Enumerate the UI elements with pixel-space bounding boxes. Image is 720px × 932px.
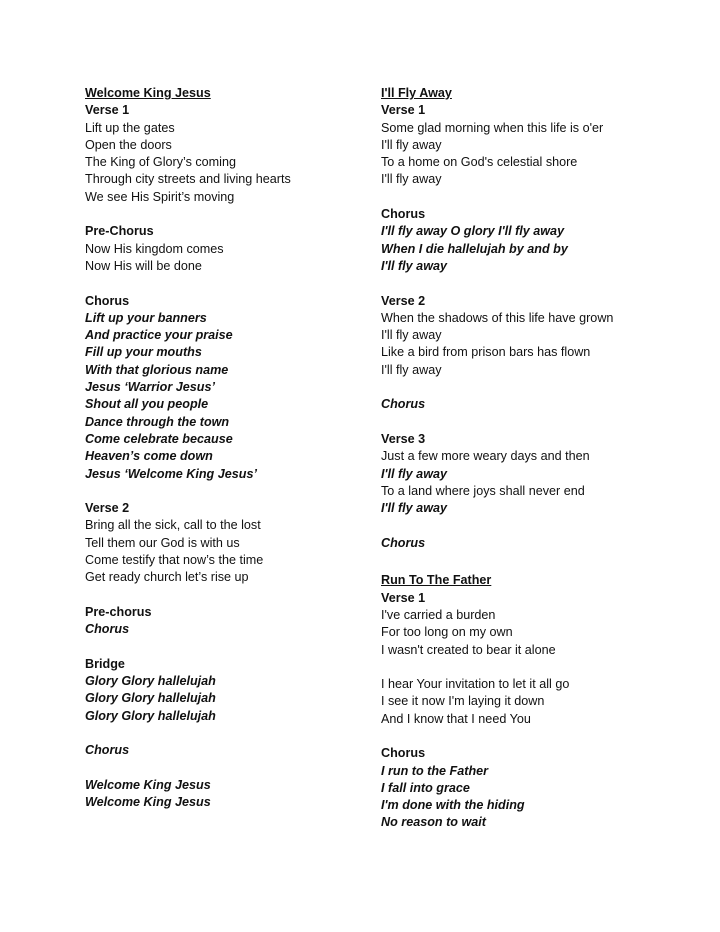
lyric-line: I'll fly away [381, 137, 442, 152]
bridge-line: Glory Glory hallelujah [85, 674, 216, 689]
lyric-line: I'll fly away [381, 501, 447, 516]
chorus-reference: Chorus [381, 397, 426, 412]
chorus-line: Shout all you people [85, 397, 209, 412]
lyric-line: Some glad morning when this life is o'er [381, 120, 604, 135]
chorus-line: I fall into grace [381, 780, 470, 795]
lyric-line: I'll fly away [381, 466, 447, 481]
lyric-line: Now His kingdom comes [85, 241, 224, 256]
chorus-line: When I die hallelujah by and by [381, 241, 568, 256]
lyric-line: Now His will be done [85, 258, 202, 273]
chorus-label: Chorus [85, 293, 130, 308]
left-column [85, 85, 355, 811]
chorus-line: Jesus ‘Warrior Jesus’ [85, 380, 215, 395]
chorus-line: Lift up your banners [85, 310, 207, 325]
bridge-line: Glory Glory hallelujah [85, 691, 216, 706]
lyric-line: I've carried a burden [381, 607, 496, 622]
chorus-line: Jesus ‘Welcome King Jesus’ [85, 466, 257, 481]
chorus-line: I'll fly away O glory I'll fly away [381, 224, 565, 239]
lyric-line: Come testify that now’s the time [85, 553, 264, 568]
lyric-line: I'll fly away [381, 172, 442, 187]
chorus-line: With that glorious name [85, 362, 229, 377]
lyric-line: For too long on my own [381, 625, 513, 640]
chorus-line: Fill up your mouths [85, 345, 202, 360]
bridge-line: Glory Glory hallelujah [85, 708, 216, 723]
chorus-reference: Chorus [85, 743, 130, 758]
bridge-label: Bridge [85, 656, 125, 671]
chorus-line: Heaven’s come down [85, 449, 213, 464]
lyric-line: When the shadows of this life have grown [381, 310, 614, 325]
lyric-line: Like a bird from prison bars has flown [381, 345, 591, 360]
verse3-label: Verse 3 [381, 431, 426, 446]
chorus-line: Come celebrate because [85, 431, 233, 446]
chorus-line: I'll fly away [381, 258, 447, 273]
lyric-line: Open the doors [85, 137, 172, 152]
chorus-line: Dance through the town [85, 414, 230, 429]
lyric-line: Lift up the gates [85, 120, 175, 135]
song-title-run-to-the-father: Run To The Father [381, 573, 492, 588]
ending-line: Welcome King Jesus [85, 795, 211, 810]
verse1-label: Verse 1 [381, 103, 426, 118]
lyric-line: And I know that I need You [381, 711, 531, 726]
right-column [381, 85, 681, 832]
song-title-welcome-king-jesus: Welcome King Jesus [85, 86, 211, 100]
lyric-line: I hear Your invitation to let it all go [381, 677, 570, 692]
song-title-ill-fly-away: I'll Fly Away [381, 86, 452, 100]
chorus-line: No reason to wait [381, 815, 486, 830]
ending-line: Welcome King Jesus [85, 777, 211, 792]
lyric-line: We see His Spirit’s moving [85, 189, 235, 204]
lyric-line: To a home on God's celestial shore [381, 155, 578, 170]
lyric-line: Just a few more weary days and then [381, 449, 590, 464]
chorus-label: Chorus [381, 746, 426, 761]
chorus-line: And practice your praise [85, 328, 233, 343]
chorus-label: Chorus [381, 207, 426, 222]
chorus-line: I'm done with the hiding [381, 798, 525, 813]
lyric-line: I'll fly away [381, 328, 442, 343]
lyric-line: Get ready church let’s rise up [85, 570, 249, 585]
lyric-line: I see it now I'm laying it down [381, 694, 545, 709]
lyric-line: Tell them our God is with us [85, 535, 240, 550]
chorus-reference: Chorus [381, 535, 426, 550]
verse2-label: Verse 2 [381, 293, 426, 308]
verse1-label: Verse 1 [381, 590, 426, 605]
verse1-label: Verse 1 [85, 103, 130, 118]
chorus-reference: Chorus [85, 622, 130, 637]
lyric-line: I wasn't created to bear it alone [381, 642, 556, 657]
prechorus-label: Pre-Chorus [85, 224, 154, 239]
chorus-line: I run to the Father [381, 763, 489, 778]
lyric-line: Through city streets and living hearts [85, 172, 291, 187]
lyric-line: To a land where joys shall never end [381, 483, 585, 498]
verse2-label: Verse 2 [85, 501, 130, 516]
lyric-line: The King of Glory’s coming [85, 155, 236, 170]
prechorus-label: Pre-chorus [85, 604, 152, 619]
lyric-line: I'll fly away [381, 362, 442, 377]
lyric-line: Bring all the sick, call to the lost [85, 518, 261, 533]
